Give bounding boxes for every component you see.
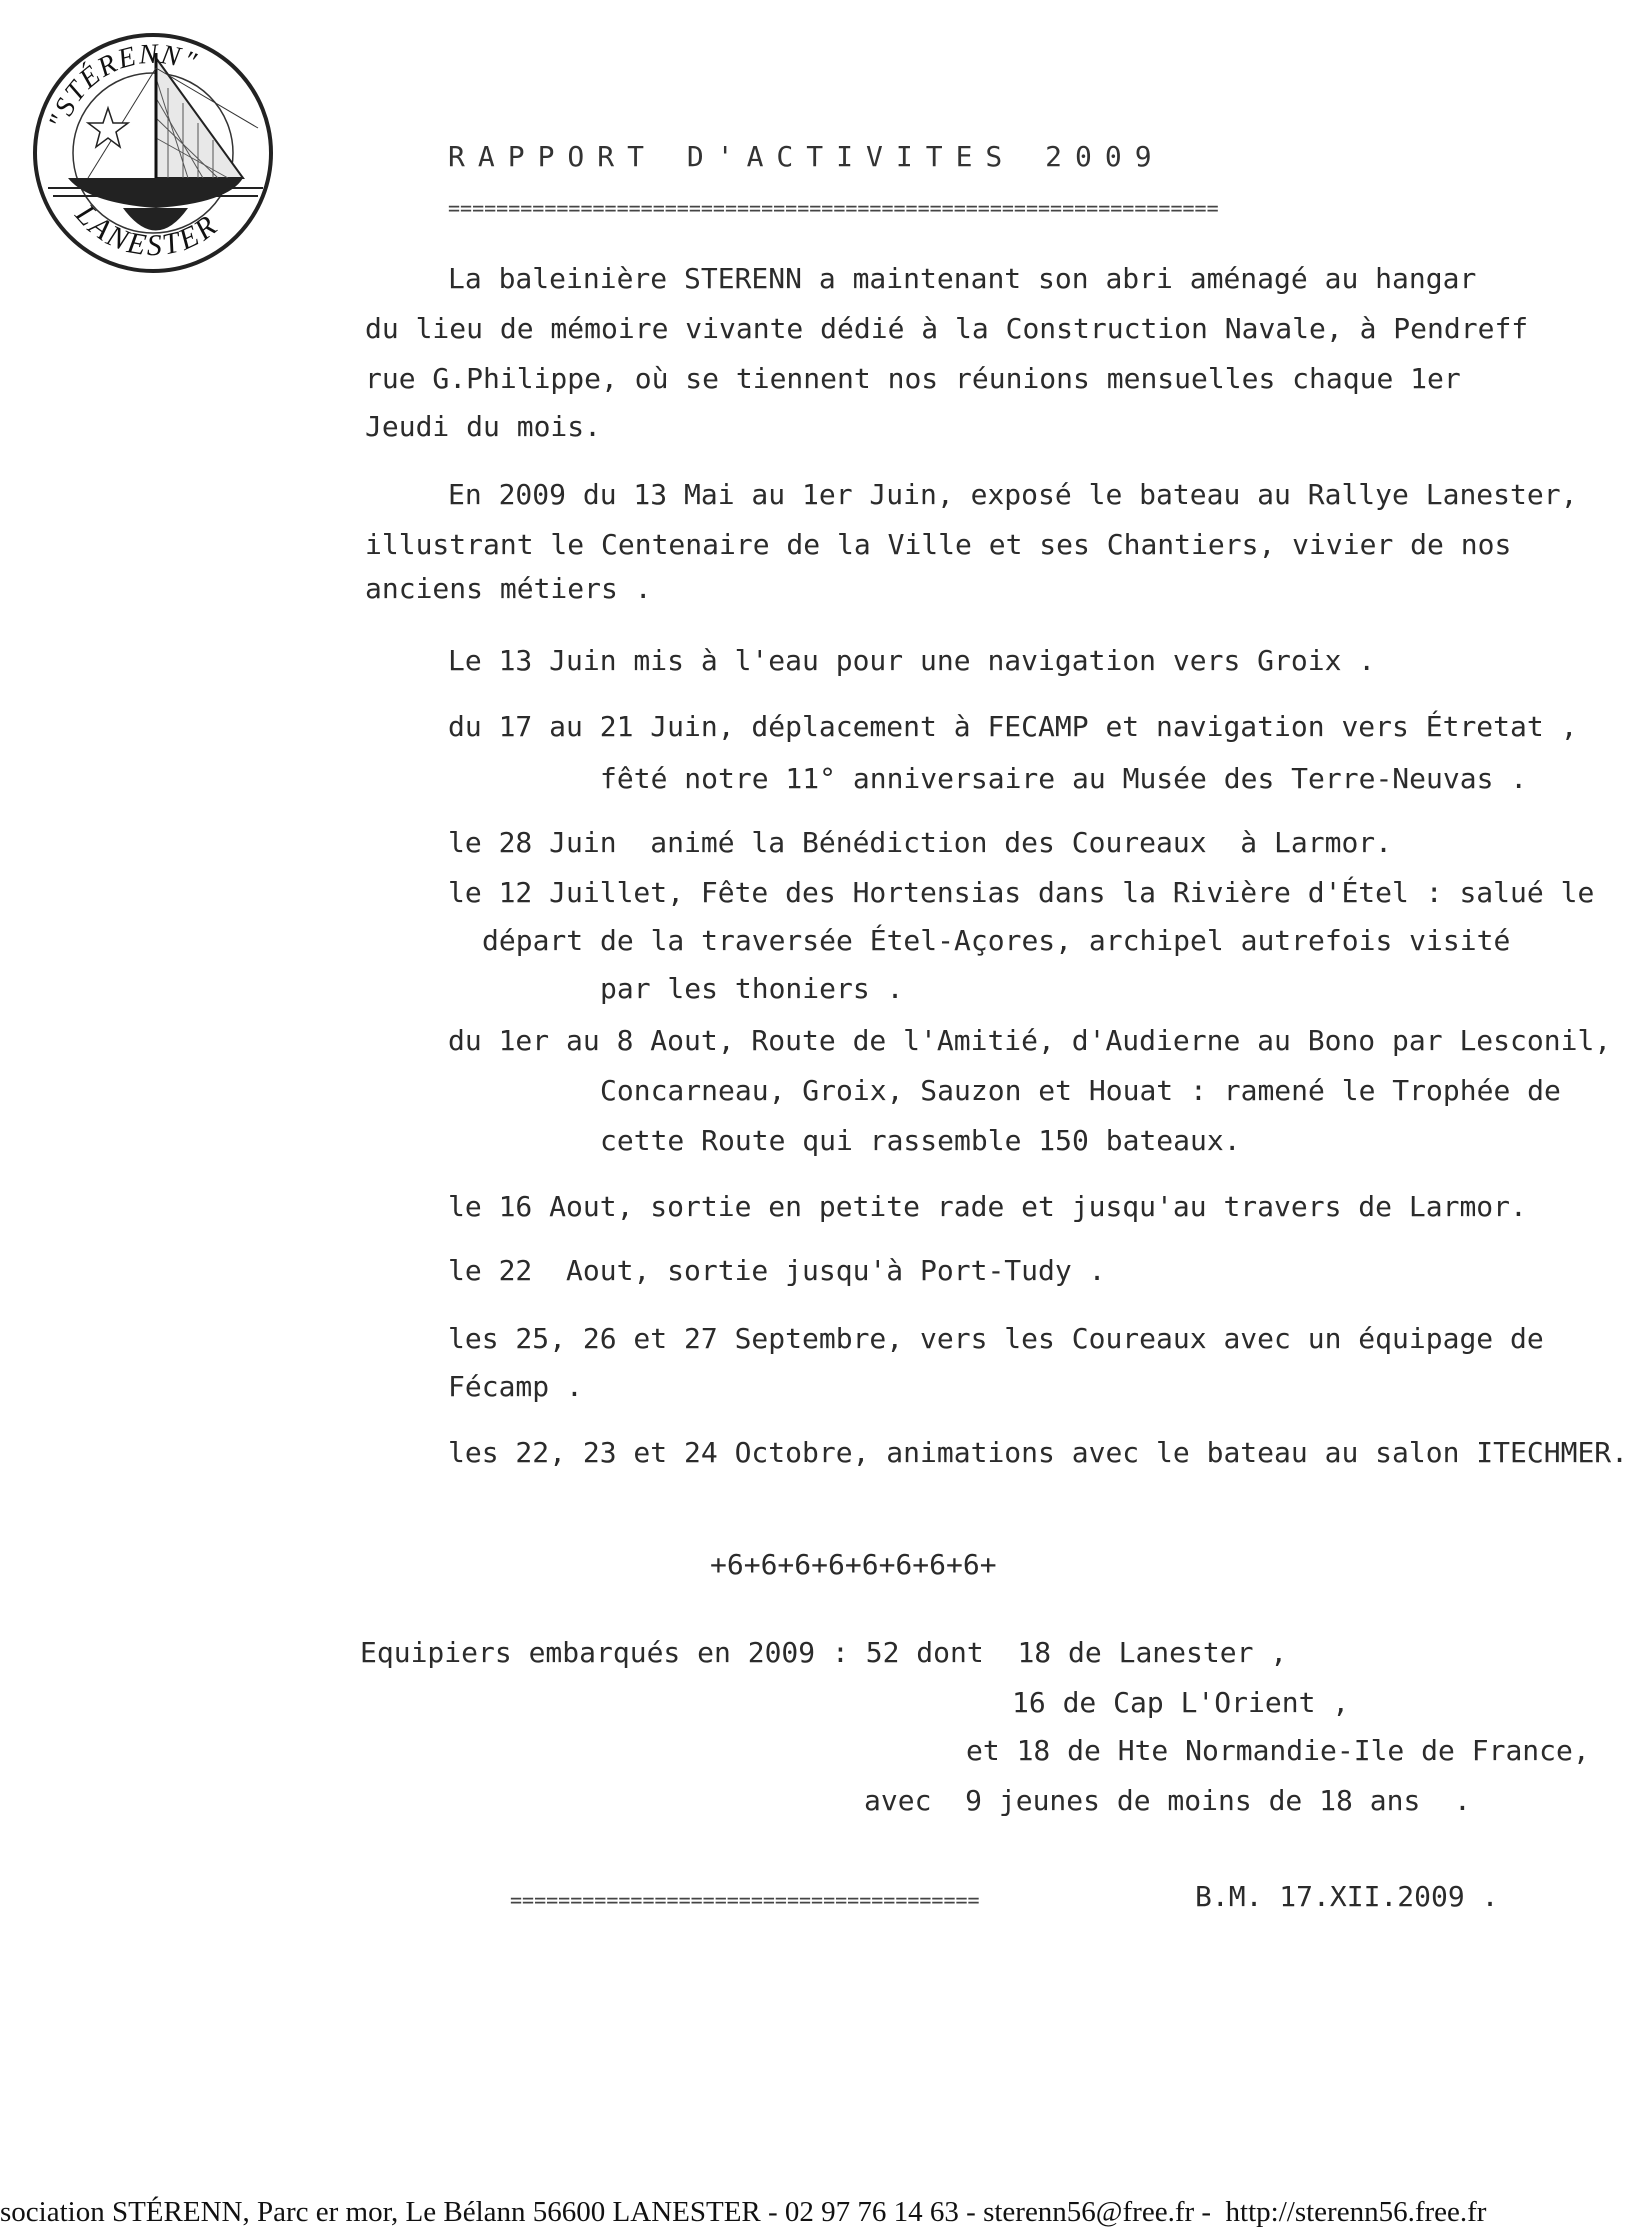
activity-line: le 28 Juin animé la Bénédiction des Coureaux à Larmor. [448, 826, 1393, 859]
activity-line: du 17 au 21 Juin, déplacement à FECAMP et navigation vers Étretat , [448, 710, 1578, 743]
section-separator: +6+6+6+6+6+6+6+6+ [710, 1548, 997, 1581]
title-underline: ================================================================ [448, 196, 1219, 220]
activity-line: fêté notre 11° anniversaire au Musée des Terre-Neuvas . [600, 762, 1528, 795]
paragraph-line: anciens métiers . [365, 572, 652, 605]
paragraph-line: rue G.Philippe, où se tiennent nos réunions mensuelles chaque 1er [365, 362, 1461, 395]
activity-line: le 22 Aout, sortie jusqu'à Port-Tudy . [448, 1254, 1106, 1287]
activity-line: cette Route qui rassemble 150 bateaux. [600, 1124, 1241, 1157]
footer-address: sociation STÉRENN, Parc er mor, Le Bélann 56600 LANESTER - 02 97 76 14 63 - sterenn56@free.fr - http://sterenn56.free.fr [0, 2196, 1487, 2228]
logo-bottom-text: LANESTER [68, 197, 226, 263]
logo-top-text: "STÉRENN" [42, 38, 202, 133]
crew-line: 16 de Cap L'Orient , [1012, 1686, 1350, 1719]
paragraph-line: du lieu de mémoire vivante dédié à la Construction Navale, à Pendreff [365, 312, 1529, 345]
activity-line: les 22, 23 et 24 Octobre, animations avec le bateau au salon ITECHMER. [448, 1436, 1629, 1469]
activity-line: du 1er au 8 Aout, Route de l'Amitié, d'Audierne au Bono par Lesconil, [448, 1024, 1612, 1057]
activity-line: le 12 Juillet, Fête des Hortensias dans la Rivière d'Étel : salué le [448, 876, 1595, 909]
sterenn-logo [28, 28, 278, 278]
paragraph-line: La baleinière STERENN a maintenant son abri aménagé au hangar [448, 262, 1477, 295]
activity-line: Fécamp . [448, 1370, 583, 1403]
activity-line: les 25, 26 et 27 Septembre, vers les Coureaux avec un équipage de [448, 1322, 1544, 1355]
activity-line: Le 13 Juin mis à l'eau pour une navigation vers Groix . [448, 644, 1376, 677]
paragraph-line: En 2009 du 13 Mai au 1er Juin, exposé le bateau au Rallye Lanester, [448, 478, 1578, 511]
report-title: RAPPORT D'ACTIVITES 2009 [448, 140, 1165, 173]
crew-line: avec 9 jeunes de moins de 18 ans . [864, 1784, 1471, 1817]
activity-line: Concarneau, Groix, Sauzon et Houat : ramené le Trophée de [600, 1074, 1561, 1107]
signature-rule: ======================================= [510, 1888, 980, 1912]
paragraph-line: Jeudi du mois. [365, 410, 602, 443]
activity-line: par les thoniers . [600, 972, 904, 1005]
signature-date: B.M. 17.XII.2009 . [1195, 1880, 1499, 1913]
crew-line: Equipiers embarqués en 2009 : 52 dont 18 de Lanester , [360, 1636, 1288, 1669]
activity-line: départ de la traversée Étel-Açores, archipel autrefois visité [482, 924, 1511, 957]
paragraph-line: illustrant le Centenaire de la Ville et ses Chantiers, vivier de nos [365, 528, 1512, 561]
crew-line: et 18 de Hte Normandie-Ile de France, [966, 1734, 1590, 1767]
activity-line: le 16 Aout, sortie en petite rade et jusqu'au travers de Larmor. [448, 1190, 1527, 1223]
